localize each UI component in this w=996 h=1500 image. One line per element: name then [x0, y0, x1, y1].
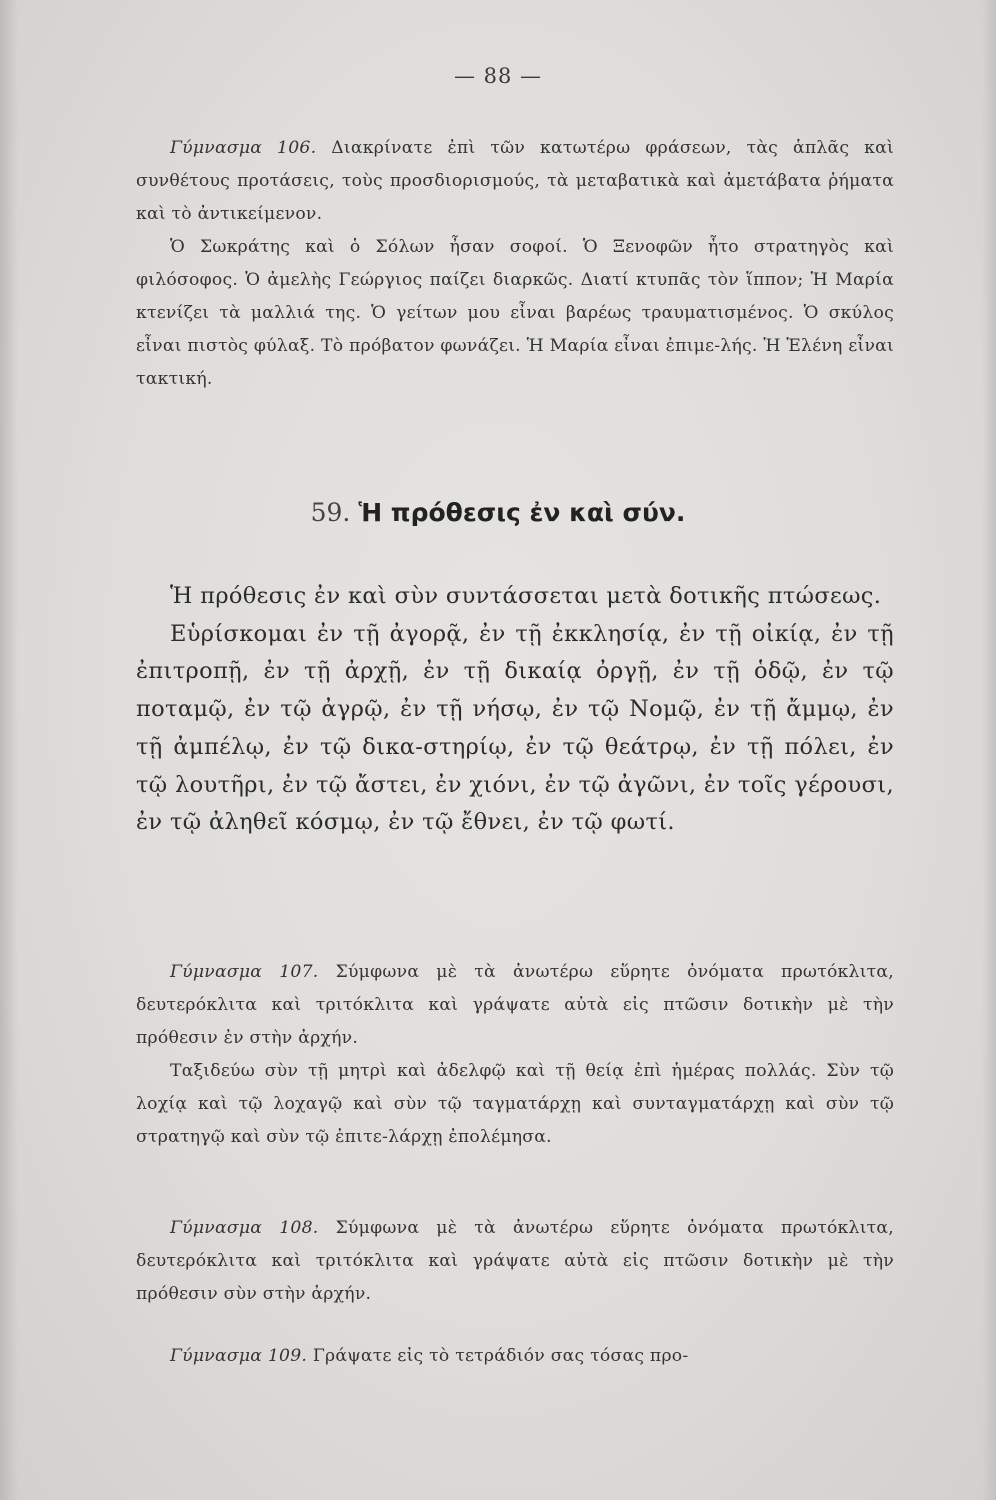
exercise-107-label: Γύμνασμα 107. [170, 962, 319, 982]
exercise-106-label: Γύμνασμα 106. [170, 138, 317, 158]
exercise-107-instructions [136, 956, 894, 1055]
exercise-107-examples [136, 1055, 894, 1154]
exercise-107-line: πτῶσιν δοτικὴν μὲ τὴν πρόθεσιν ἐν στὴν ἀρχήν. [136, 995, 894, 1048]
example-line: Ὁ Σωκράτης καὶ ὁ Σόλων ἦσαν σοφοί. Ὁ Ξενοφῶν ἦτο [170, 237, 739, 257]
exercise-106-line: μεταβατικὰ καὶ ἀμετάβατα ῥήματα καὶ τὸ ἀντικείμενον. [136, 171, 894, 224]
example-line: Διατί κτυπᾶς τὸν ἵππον; Ἡ Μαρία κτενίζει τὰ μαλλιά της. [136, 270, 895, 323]
exercise-108-line: πρωτόκλιτα, δευτερόκλιτα καὶ τριτόκλιτα καὶ γράψατε αὐτὰ [136, 1218, 895, 1271]
example-line: καὶ συνταγματάρχῃ καὶ σὺν τῷ στρατηγῷ καὶ σὺν τῷ ἐπιτε- [136, 1094, 894, 1147]
main-examples [136, 616, 894, 842]
page-right-shadow [982, 0, 996, 1500]
main-example-line: ἐν τῷ ἀληθεῖ κόσμῳ, ἐν τῷ ἔθνει, ἐν τῷ φωτί. [136, 809, 675, 836]
example-line: στρατηγὸς καὶ φιλόσοφος. Ὁ ἀμελὴς Γεώργιος παίζει διαρκῶς. [136, 237, 894, 290]
main-intro [136, 578, 894, 616]
exercise-108-instructions [136, 1212, 894, 1311]
exercise-108-label: Γύμνασμα 108. [170, 1218, 319, 1238]
page-number: — 88 — [453, 64, 543, 88]
example-line: λάρχῃ ἐπολέμησα. [388, 1127, 552, 1147]
exercise-106 [136, 132, 894, 396]
exercise-107 [136, 956, 894, 1154]
main-example-line: ἐν τῷ Νομῷ, ἐν τῇ ἄμμῳ, ἐν τῇ ἀμπέλῳ, ἐν τῷ δικα- [136, 696, 894, 760]
exercise-108-line: εἰς πτῶσιν δοτικὴν μὲ τὴν πρόθεσιν σὺν στὴν ἀρχήν. [136, 1251, 894, 1304]
main-example-line: οἰκίᾳ, ἐν τῇ ἐπιτροπῇ, ἐν τῇ ἀρχῇ, ἐν τῇ δικαίᾳ ὀργῇ, [136, 620, 894, 685]
page-left-shadow [0, 0, 18, 1500]
exercise-109-line: Γράψατε εἰς τὸ τετράδιόν σας τόσας προ- [312, 1346, 689, 1366]
main-example-line: ἐν τῇ ὁδῷ, ἐν τῷ ποταμῷ, ἐν τῷ ἀγρῷ, ἐν τῇ νήσῳ, [136, 658, 894, 723]
exercise-106-instructions [136, 132, 894, 231]
section-number: 59. [310, 498, 351, 527]
section-heading [0, 498, 996, 527]
exercise-106-line: τὰς ἁπλᾶς καὶ συνθέτους προτάσεις, τοὺς προσδιορισμούς, τὰ [136, 138, 894, 191]
exercise-109-label: Γύμνασμα 109. [170, 1346, 308, 1366]
example-line: πιστὸς φύλαξ. Τὸ πρόβατον φωνάζει. Ἡ Μαρία εἶναι ἐπιμε- [187, 336, 721, 356]
exercise-108-line: Σύμφωνα μὲ τὰ ἀνωτέρω εὕρητε ὀνόματα [335, 1218, 764, 1238]
exercise-106-examples [136, 231, 894, 396]
example-line: πολλάς. Σὺν τῷ λοχίᾳ καὶ τῷ λοχαγῷ καὶ σὺν τῷ ταγματάρχῃ [136, 1061, 894, 1114]
intro-line: Ἡ πρόθεσις ἐν καὶ σὺν συντάσσεται μετὰ δοτικῆς [170, 583, 761, 609]
intro-line: πτώσεως. [767, 583, 882, 609]
example-line: Ταξιδεύω σὺν τῇ μητρὶ καὶ ἀδελφῷ καὶ τῇ θείᾳ ἐπὶ ἡμέρας [170, 1061, 735, 1081]
exercise-109 [136, 1340, 894, 1373]
main-example-line: Εὑρίσκομαι ἐν τῇ ἀγορᾷ, ἐν τῇ ἐκκλησίᾳ, ἐν τῇ [170, 620, 742, 647]
exercise-107-line: Σύμφωνα μὲ τὰ ἀνωτέρω εὕρητε ὀνόματα [335, 962, 764, 982]
section-title: Ἡ πρόθεσις ἐν καὶ σύν. [358, 498, 686, 527]
exercise-106-line: Διακρίνατε ἐπὶ τῶν κατωτέρω φράσεων, [331, 138, 732, 158]
exercise-107-line: πρωτόκλιτα, δευτερόκλιτα καὶ τριτόκλιτα καὶ γράψατε αὐτὰ εἰς [136, 962, 895, 1015]
example-line: λής. Ἡ Ἑλένη εἶναι τακτική. [136, 336, 895, 389]
exercise-108 [136, 1212, 894, 1311]
main-example-line: στηρίῳ, ἐν τῷ θεάτρῳ, ἐν τῇ πόλει, ἐν τῷ λουτῆρι, [136, 733, 895, 798]
main-text [136, 578, 894, 842]
example-line: Ὁ γείτων μου εἶναι βαρέως τραυματισμένος. Ὁ σκύλος εἶναι [136, 303, 894, 356]
main-example-line: ἐν τῷ ἄστει, ἐν χιόνι, ἐν τῷ ἀγῶνι, ἐν τοῖς γέρουσι, [282, 771, 894, 798]
exercise-109-instructions [136, 1340, 894, 1373]
